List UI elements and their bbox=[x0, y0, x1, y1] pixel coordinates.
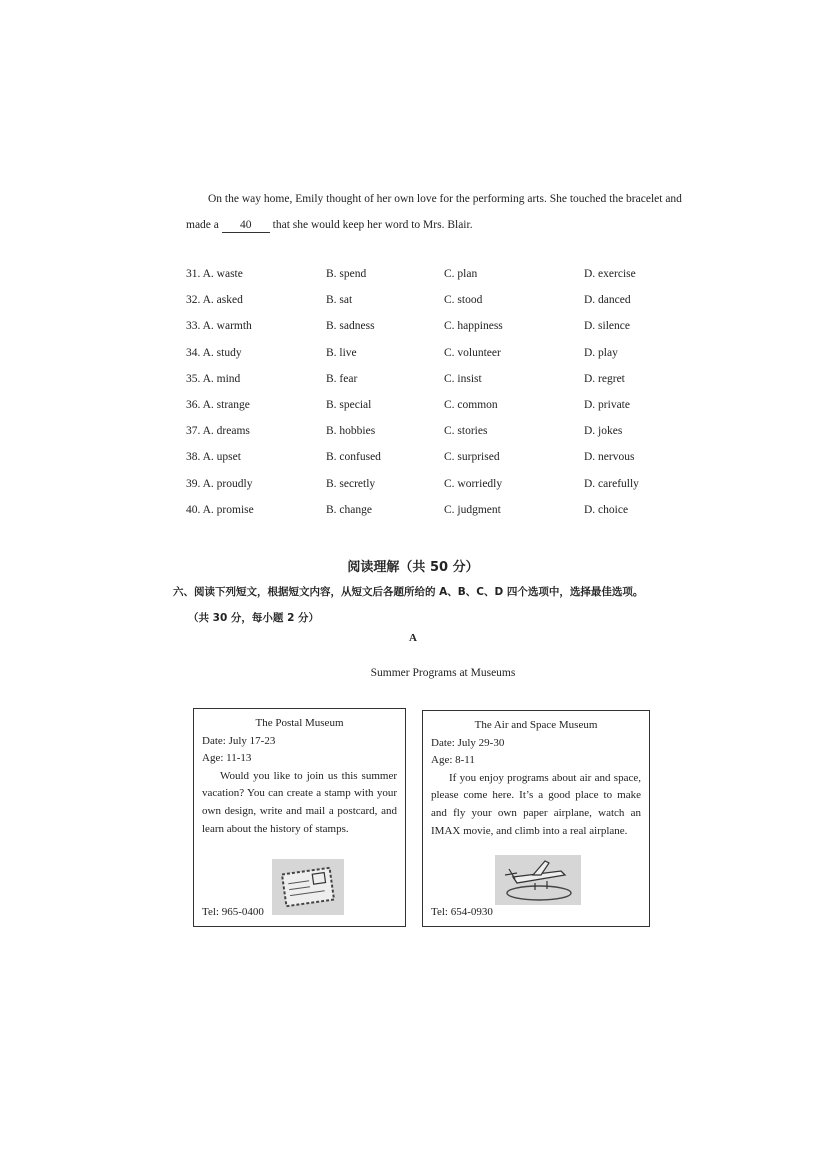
option-row-33 bbox=[186, 320, 706, 346]
option-c: C. insist bbox=[444, 372, 482, 385]
museum-description: If you enjoy programs about air and space, please come here. It’s a good place to make and fly your own paper airplane, watch an IMAX movie, and climb into a real airplane. bbox=[431, 771, 641, 837]
option-c: C. plan bbox=[444, 268, 478, 280]
option-c: C. volunteer bbox=[444, 346, 501, 359]
option-d: D. exercise bbox=[584, 268, 636, 280]
option-d: D. jokes bbox=[584, 425, 623, 438]
option-d: D. silence bbox=[584, 320, 630, 333]
option-a: 39. A. proudly bbox=[186, 477, 253, 490]
option-row-39 bbox=[186, 478, 706, 504]
option-d: D. carefully bbox=[584, 477, 639, 490]
postcard-stamp-icon bbox=[272, 859, 344, 915]
passage-text-1: On the way home, Emily thought of her own love for the performing arts. She touched the bracelet and bbox=[208, 193, 682, 205]
option-b: B. confused bbox=[326, 451, 381, 464]
cloze-options bbox=[186, 268, 706, 530]
option-b: B. spend bbox=[326, 268, 367, 280]
postal-museum-box bbox=[193, 708, 406, 927]
blank-40: 40 bbox=[222, 218, 270, 233]
option-b: B. secretly bbox=[326, 477, 376, 490]
passage-text-2a: made a bbox=[186, 219, 219, 231]
museum-age: Age: 11-13 bbox=[202, 752, 252, 765]
museum-age: Age: 8-11 bbox=[431, 754, 475, 767]
option-row-40 bbox=[186, 504, 706, 530]
option-b: B. special bbox=[326, 398, 372, 411]
airplane-icon bbox=[495, 855, 581, 905]
reading-heading: 阅读理解（共 50 分） bbox=[347, 560, 479, 575]
option-c: C. happiness bbox=[444, 320, 503, 333]
option-row-35 bbox=[186, 373, 706, 399]
museum-date: Date: July 17-23 bbox=[202, 734, 276, 747]
passage-line-1 bbox=[186, 186, 716, 212]
museum-date: Date: July 29-30 bbox=[431, 736, 505, 749]
option-a: 33. A. warmth bbox=[186, 320, 252, 333]
article-title: Summer Programs at Museums bbox=[370, 667, 516, 679]
option-a: 34. A. study bbox=[186, 346, 242, 359]
option-d: D. play bbox=[584, 346, 618, 359]
option-row-37 bbox=[186, 425, 706, 451]
option-c: C. common bbox=[444, 398, 498, 411]
option-a: 37. A. dreams bbox=[186, 425, 250, 438]
option-b: B. sat bbox=[326, 294, 353, 307]
option-row-34 bbox=[186, 347, 706, 373]
museum-tel: Tel: 965-0400 bbox=[202, 906, 264, 919]
option-a: 40. A. promise bbox=[186, 503, 254, 516]
option-c: C. judgment bbox=[444, 503, 501, 516]
option-row-36 bbox=[186, 399, 706, 425]
museum-description: Would you like to join us this summer vacation? You can create a stamp with your own design, write and mail a postcard, and learn about the history of stamps. bbox=[202, 769, 397, 835]
option-b: B. live bbox=[326, 346, 357, 359]
option-a: 38. A. upset bbox=[186, 451, 241, 464]
passage-text-2b: that she would keep her word to Mrs. Blair. bbox=[272, 219, 473, 231]
option-a: 36. A. strange bbox=[186, 398, 250, 411]
instruction-line-2: （共 30 分，每小题 2 分） bbox=[188, 612, 320, 624]
option-d: D. danced bbox=[584, 294, 631, 307]
option-d: D. nervous bbox=[584, 451, 635, 464]
option-c: C. stories bbox=[444, 425, 488, 438]
option-row-32 bbox=[186, 294, 706, 320]
option-d: D. private bbox=[584, 398, 630, 411]
option-d: D. regret bbox=[584, 372, 625, 385]
option-c: C. worriedly bbox=[444, 477, 503, 490]
option-a: 32. A. asked bbox=[186, 294, 243, 307]
option-b: B. fear bbox=[326, 372, 358, 385]
instruction-line-1: 六、阅读下列短文，根据短文内容，从短文后各题所给的 A、B、C、D 四个选项中，选择最佳选项。 bbox=[173, 586, 644, 598]
option-a: 31. A. waste bbox=[186, 268, 243, 280]
museum-name: The Air and Space Museum bbox=[474, 719, 598, 731]
option-c: C. stood bbox=[444, 294, 483, 307]
museum-name: The Postal Museum bbox=[255, 717, 344, 729]
option-c: C. surprised bbox=[444, 451, 500, 464]
option-b: B. sadness bbox=[326, 320, 375, 333]
option-d: D. choice bbox=[584, 503, 629, 516]
option-row-31 bbox=[186, 268, 706, 294]
option-b: B. change bbox=[326, 503, 372, 516]
option-a: 35. A. mind bbox=[186, 372, 241, 385]
air-space-museum-box bbox=[422, 710, 650, 927]
option-b: B. hobbies bbox=[326, 425, 376, 438]
museum-tel: Tel: 654-0930 bbox=[431, 906, 493, 919]
option-row-38 bbox=[186, 451, 706, 477]
section-label: A bbox=[409, 632, 417, 644]
passage-line-2 bbox=[186, 212, 716, 238]
